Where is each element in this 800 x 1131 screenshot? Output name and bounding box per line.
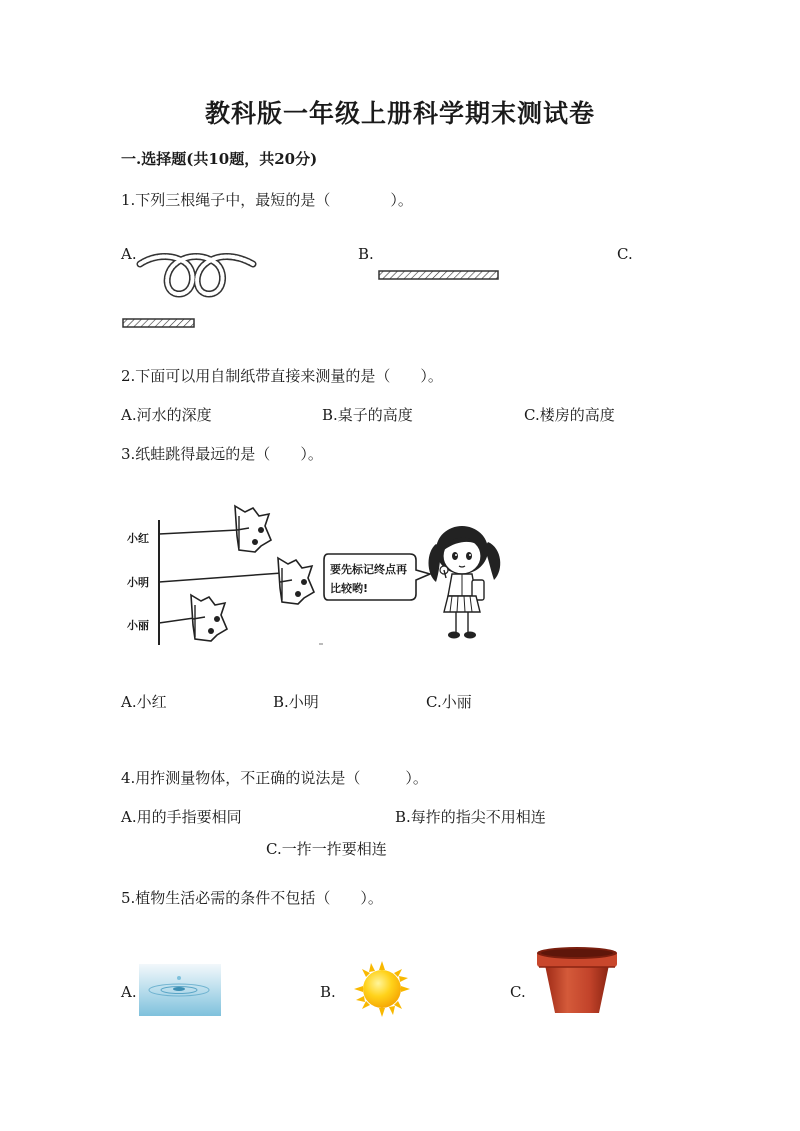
q4-option-c: C.一拃一拃要相连: [266, 840, 387, 858]
q2-option-c: C.楼房的高度: [524, 406, 615, 424]
question-4-stem: 4.用拃测量物体，不正确的说法是（ ）。: [121, 769, 428, 787]
speech-bubble-line2: 比较哟!: [330, 582, 369, 595]
speech-bubble-icon: [322, 552, 434, 604]
q5-option-c-label: C.: [510, 983, 526, 1001]
q5-option-a-label: A.: [121, 983, 137, 1001]
rope-looped-icon: [135, 250, 260, 300]
q3-option-b: B.小明: [273, 693, 319, 711]
rope-long-icon: [378, 269, 500, 283]
q4-option-b: B.每拃的指尖不用相连: [395, 808, 546, 826]
paper-frog-icon: [191, 595, 227, 641]
section-heading: 一.选择题(共10题，共20分): [121, 150, 318, 168]
q3-option-a: A.小红: [121, 693, 167, 711]
question-3-stem: 3.纸蛙跳得最远的是（ ）。: [121, 445, 323, 463]
cartoon-girl-icon: [428, 522, 503, 644]
q1-option-b-label: B.: [358, 245, 374, 263]
rope-short-icon: [122, 317, 196, 331]
flower-pot-icon: [535, 945, 619, 1015]
question-5-stem: 5.植物生活必需的条件不包括（ ）。: [121, 889, 383, 907]
question-1-stem: 1.下列三根绳子中，最短的是（ ）。: [121, 191, 413, 209]
figure-name-xiaoming: 小明: [127, 576, 149, 589]
q4-option-a: A.用的手指要相同: [121, 808, 242, 826]
frog-jump-diagram: [150, 500, 330, 650]
figure-name-xiaoli: 小丽: [127, 619, 149, 632]
q2-option-b: B.桌子的高度: [322, 406, 413, 424]
q1-option-a-label: A.: [121, 245, 137, 263]
q3-option-c: C.小丽: [426, 693, 472, 711]
q1-option-c-label: C.: [617, 245, 633, 263]
sun-icon: [353, 960, 411, 1018]
paper-frog-icon: [235, 506, 271, 552]
question-2-stem: 2.下面可以用自制纸带直接来测量的是（ ）。: [121, 367, 443, 385]
figure-name-xiaohong: 小红: [127, 532, 149, 545]
q2-option-a: A.河水的深度: [121, 406, 212, 424]
paper-frog-icon: [278, 558, 314, 604]
water-icon: [139, 964, 221, 1016]
page-title: 教科版一年级上册科学期末测试卷: [204, 99, 595, 128]
q5-option-b-label: B.: [320, 983, 336, 1001]
speech-bubble-line1: 要先标记终点再: [330, 563, 407, 576]
